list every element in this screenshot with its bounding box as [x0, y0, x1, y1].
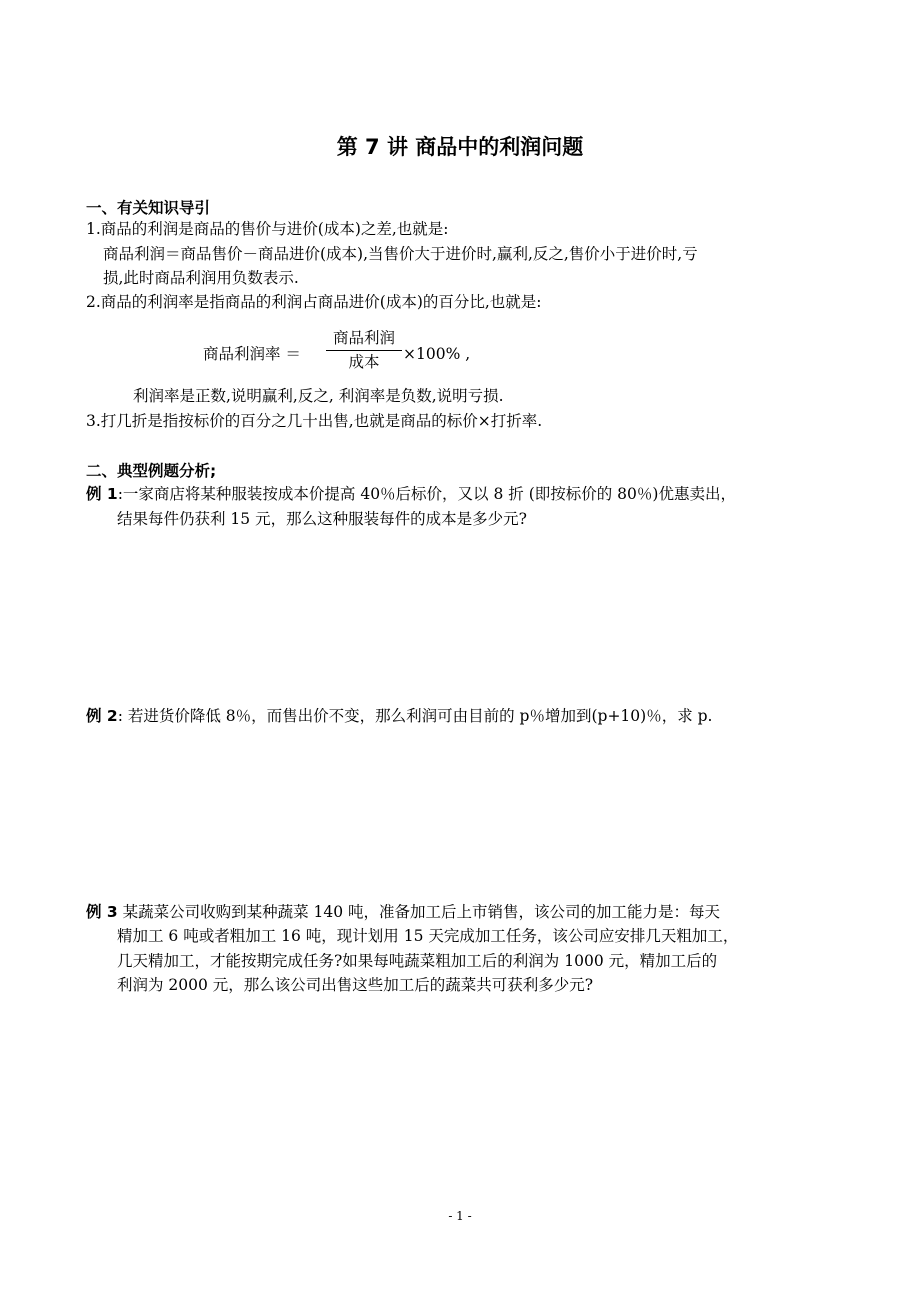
- example1-text: :一家商店将某种服装按成本价提高 40％后标价，又以 8 折 (即按标价的 80％)优惠卖出，: [117, 485, 736, 503]
- formula-rhs: ×100% ,: [403, 345, 471, 363]
- formula-lhs: 商品利润率 ＝: [203, 345, 301, 363]
- example1-line2: 结果每件仍获利 15 元，那么这种服装每件的成本是多少元?: [117, 510, 527, 528]
- example3-text: 某蔬菜公司收购到某种蔬菜 140 吨，准备加工后上市销售，该公司的加工能力是：每天: [117, 903, 721, 921]
- example1-line1: [86, 482, 736, 507]
- page-number: - 1 -: [448, 1209, 472, 1223]
- formula-numerator: 商品利润: [332, 329, 395, 347]
- item2-line1: 2.商品的利润率是指商品的利润占商品进价(成本)的百分比,也就是:: [86, 293, 542, 311]
- section-heading-knowledge: 一、有关知识导引: [86, 199, 211, 217]
- item1-line1: 1.商品的利润是商品的售价与进价(成本)之差,也就是:: [86, 220, 449, 238]
- example3-line1: [86, 900, 720, 925]
- example3-line3: 几天精加工，才能按期完成任务?如果每吨蔬菜粗加工后的利润为 1000 元，精加工后的: [117, 952, 718, 970]
- example2-line1: [86, 704, 712, 729]
- item1-line2: 商品利润＝商品售价－商品进价(成本),当售价大于进价时,赢利,反之,售价小于进价时,亏: [103, 245, 698, 263]
- example3-line2: 精加工 6 吨或者粗加工 16 吨，现计划用 15 天完成加工任务，该公司应安排几天粗加工，: [117, 927, 739, 945]
- item1-line3: 损,此时商品利润用负数表示.: [103, 269, 299, 287]
- example1-label: 例 1: [86, 485, 118, 503]
- example3-label: 例 3: [86, 903, 118, 921]
- example2-label: 例 2: [86, 707, 118, 725]
- section-heading-examples: 二、典型例题分析;: [86, 462, 217, 480]
- example3-line4: 利润为 2000 元，那么该公司出售这些加工后的蔬菜共可获利多少元?: [117, 976, 594, 994]
- page-title: 第 7 讲 商品中的利润问题: [336, 135, 584, 159]
- item2-line2: 利润率是正数,说明赢利,反之, 利润率是负数,说明亏损.: [133, 387, 504, 405]
- example2-text: : 若进货价降低 8％，而售出价不变，那么利润可由目前的 p％增加到(p+10)％，求 p.: [117, 707, 713, 725]
- formula-denominator: 成本: [348, 353, 380, 371]
- formula-fraction: [326, 327, 402, 374]
- item3: 3.打几折是指按标价的百分之几十出售,也就是商品的标价×打折率.: [86, 412, 543, 430]
